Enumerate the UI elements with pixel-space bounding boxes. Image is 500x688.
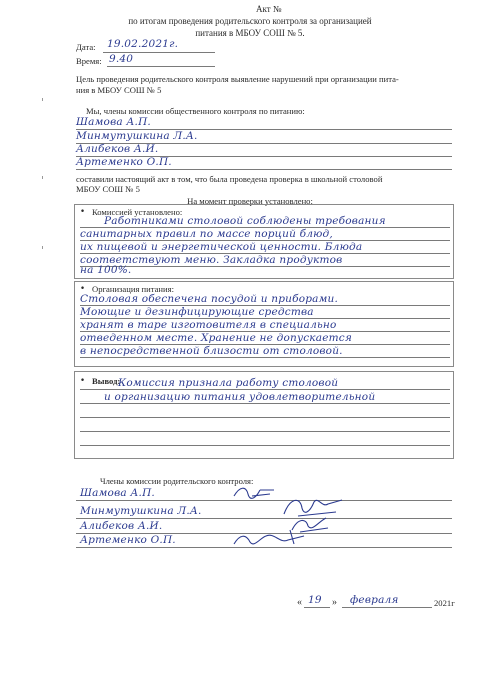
- section-1-line-2: санитарных правил по массе порций блюд,: [80, 228, 333, 240]
- member-line-4: Артеменко О.П.: [76, 156, 172, 168]
- section-2-line-3: хранят в таре изготовителя в специально: [80, 319, 337, 331]
- closing-close-quote: »: [332, 597, 337, 608]
- section-2-line-5: в непосредственной близости от столовой.: [80, 345, 343, 357]
- purpose-line-1: Цель проведения родительского контроля выявление нарушений при организации пита-: [76, 74, 399, 84]
- s1-rule-4: [80, 266, 450, 267]
- date-value: 19.02.2021г.: [107, 38, 179, 50]
- section-2-line-4: отведенном месте. Хранение не допускается: [80, 332, 353, 344]
- section-2-title: Организация питания:: [92, 284, 174, 294]
- closing-month-rule: [342, 607, 432, 608]
- s3-rule-2: [80, 403, 450, 404]
- section-1-line-3: их пищевой и энергетической ценности. Блюда: [80, 241, 363, 253]
- signature-name-4: Артеменко О.П.: [80, 534, 176, 546]
- act-subtitle-line-2: питания в МБОУ СОШ № 5.: [195, 28, 305, 38]
- closing-open-quote: «: [297, 597, 302, 608]
- section-3-line-2: и организацию питания удовлетворительной: [104, 391, 376, 403]
- section-2-line-2: Моющие и дезинфицирующие средства: [80, 306, 314, 318]
- commission-intro: Мы, члены комиссии общественного контроля по питанию:: [86, 106, 305, 116]
- signature-name-2: Минмутушкина Л.А.: [80, 505, 202, 517]
- sig-rule-2: [76, 518, 452, 519]
- member-line-1: Шамова А.П.: [76, 116, 151, 128]
- s3-rule-3: [80, 417, 450, 418]
- closing-day-rule: [304, 607, 330, 608]
- bullet-3: •: [80, 376, 86, 386]
- scan-speck: [42, 176, 43, 179]
- section-2-line-1: Столовая обеспечена посудой и приборами.: [80, 293, 339, 305]
- s2-rule-5: [80, 357, 450, 358]
- statement-line-2: МБОУ СОШ № 5: [76, 184, 140, 194]
- statement-line-1: составили настоящий акт в том, что была проведена проверка в школьной столовой: [76, 174, 383, 184]
- section-3-title: Вывод:: [92, 376, 121, 386]
- member-rule-4: [76, 169, 452, 170]
- signature-scribble-1: [230, 482, 280, 502]
- closing-year: 2021г: [434, 598, 455, 608]
- signature-scribble-4: [230, 526, 310, 552]
- member-line-2: Минмутушкина Л.А.: [76, 130, 198, 142]
- bullet-1: •: [80, 207, 86, 217]
- section-1-line-1: Работниками столовой соблюдены требования: [104, 215, 386, 227]
- scan-speck: [42, 98, 43, 101]
- section-3-line-1: Комиссия признала работу столовой: [118, 377, 339, 389]
- scan-speck: [42, 246, 43, 249]
- section-1-line-5: на 100%.: [80, 264, 132, 276]
- act-title: Акт №: [256, 4, 282, 14]
- bullet-2: •: [80, 284, 86, 294]
- time-line: [107, 66, 215, 67]
- purpose-line-2: ния в МБОУ СОШ № 5: [76, 85, 162, 95]
- findings-heading: На момент проверки установлено:: [187, 196, 313, 206]
- signature-name-3: Алибеков А.И.: [80, 520, 163, 532]
- s3-rule-1: [80, 389, 450, 390]
- section-1-title: Комиссией установлено:: [92, 207, 183, 217]
- date-label: Дата:: [76, 42, 96, 52]
- s3-rule-5: [80, 445, 450, 446]
- member-line-3: Алибеков А.И.: [76, 143, 159, 155]
- time-label: Время:: [76, 56, 102, 66]
- act-subtitle-line-1: по итогам проведения родительского контроля за организацией: [128, 16, 372, 26]
- time-value: 9.40: [109, 53, 134, 65]
- signatures-label: Члены комиссии родительского контроля:: [100, 476, 254, 486]
- closing-month: февраля: [350, 594, 399, 606]
- closing-day: 19: [308, 594, 322, 606]
- section-1-line-4: соответствуют меню. Закладка продуктов: [80, 254, 343, 266]
- signature-name-1: Шамова А.П.: [80, 487, 155, 499]
- s3-rule-4: [80, 431, 450, 432]
